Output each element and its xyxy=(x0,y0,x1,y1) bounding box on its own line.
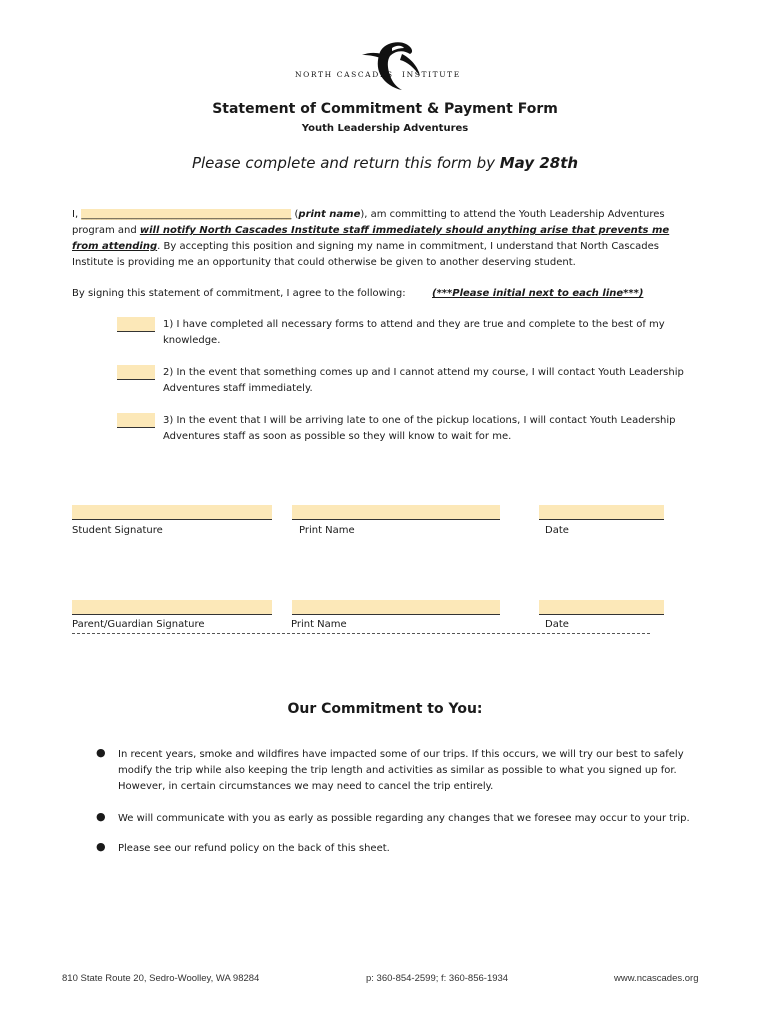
bullet-icon: ● xyxy=(96,840,106,853)
commitment-bullet-1: In recent years, smoke and wildfires have impacted some of our trips. If this occurs, we will try our best to safely modify the trip while also keeping the trip length and activities as similar as possible to what you signed up for. However, in certain circumstances we may need to cancel the trip entirely. xyxy=(118,749,684,792)
intro-text-d: . By accepting this position and signing my name in commitment, I understand that North Cascades Institute is providing me an opportunity that could otherwise be given to another deserving student. xyxy=(72,241,659,268)
footer-phone: p: 360-854-2599; f: 360-856-1934 xyxy=(366,973,509,984)
date-label: Date xyxy=(545,525,569,536)
initial-field-2[interactable] xyxy=(117,365,155,380)
commitment-bullet-2: We will communicate with you as early as possible regarding any changes that we foresee may occur to your trip. xyxy=(118,813,690,824)
commitment-paragraph xyxy=(72,207,692,271)
deadline-date: May 28th xyxy=(499,154,579,172)
date-label-2: Date xyxy=(545,619,569,630)
commitment-bullet-3: Please see our refund policy on the back of this sheet. xyxy=(118,843,390,854)
print-name-hint: print name xyxy=(298,209,361,220)
form-subtitle: Youth Leadership Adventures xyxy=(301,123,469,134)
student-signature-label: Student Signature xyxy=(72,525,163,536)
student-signature-field[interactable] xyxy=(72,505,272,520)
intro-text-b: ( xyxy=(291,209,299,220)
bullet-icon: ● xyxy=(96,810,106,823)
print-name-field[interactable]: __________________________________________ xyxy=(81,209,292,220)
print-name-label-2: Print Name xyxy=(291,619,347,630)
logo-text-right: INSTITUTE xyxy=(402,70,461,79)
cut-line-divider xyxy=(72,633,650,634)
footer-address: 810 State Route 20, Sedro-Woolley, WA 98284 xyxy=(62,973,260,984)
guardian-print-name-field[interactable] xyxy=(292,600,500,615)
agree-text: By signing this statement of commitment, I agree to the following: xyxy=(72,288,406,299)
intro-text-a: I, xyxy=(72,209,82,220)
agreement-item-3: 3) In the event that I will be arriving late to one of the pickup locations, I will contact Youth Leadership Adventures staff as soon as possible so they will know to wait for me. xyxy=(163,415,676,442)
guardian-signature-field[interactable] xyxy=(72,600,272,615)
bird-logo-icon xyxy=(292,40,452,90)
initial-field-1[interactable] xyxy=(117,317,155,332)
agree-paragraph xyxy=(72,286,692,302)
institute-logo xyxy=(292,40,461,90)
initial-field-3[interactable] xyxy=(117,413,155,428)
intro-text-c: ), am committing to attend the Youth Leadership Adventures program and xyxy=(72,209,665,236)
guardian-signature-label: Parent/Guardian Signature xyxy=(72,619,205,630)
notify-staff-text: will notify North Cascades Institute staff immediately should anything arise that prevents me from attending xyxy=(72,225,670,252)
deadline-prefix: Please complete and return this form by xyxy=(191,154,500,172)
student-print-name-field[interactable] xyxy=(292,505,500,520)
agreement-item-2: 2) In the event that something comes up and I cannot attend my course, I will contact Youth Leadership Adventures staff immediately. xyxy=(163,367,684,394)
form-title: Statement of Commitment & Payment Form xyxy=(212,101,558,117)
initial-note: (***Please initial next to each line***) xyxy=(432,288,644,299)
guardian-date-field[interactable] xyxy=(539,600,664,615)
bullet-icon: ● xyxy=(96,746,106,759)
student-date-field[interactable] xyxy=(539,505,664,520)
print-name-label: Print Name xyxy=(299,525,355,536)
logo-text-left: NORTH CASCADES xyxy=(295,70,394,79)
footer-website[interactable]: www.ncascades.org xyxy=(614,973,699,984)
agreement-item-1: 1) I have completed all necessary forms to attend and they are true and complete to the best of my knowledge. xyxy=(163,319,665,346)
deadline-line xyxy=(0,154,770,172)
commitment-heading: Our Commitment to You: xyxy=(287,701,483,717)
